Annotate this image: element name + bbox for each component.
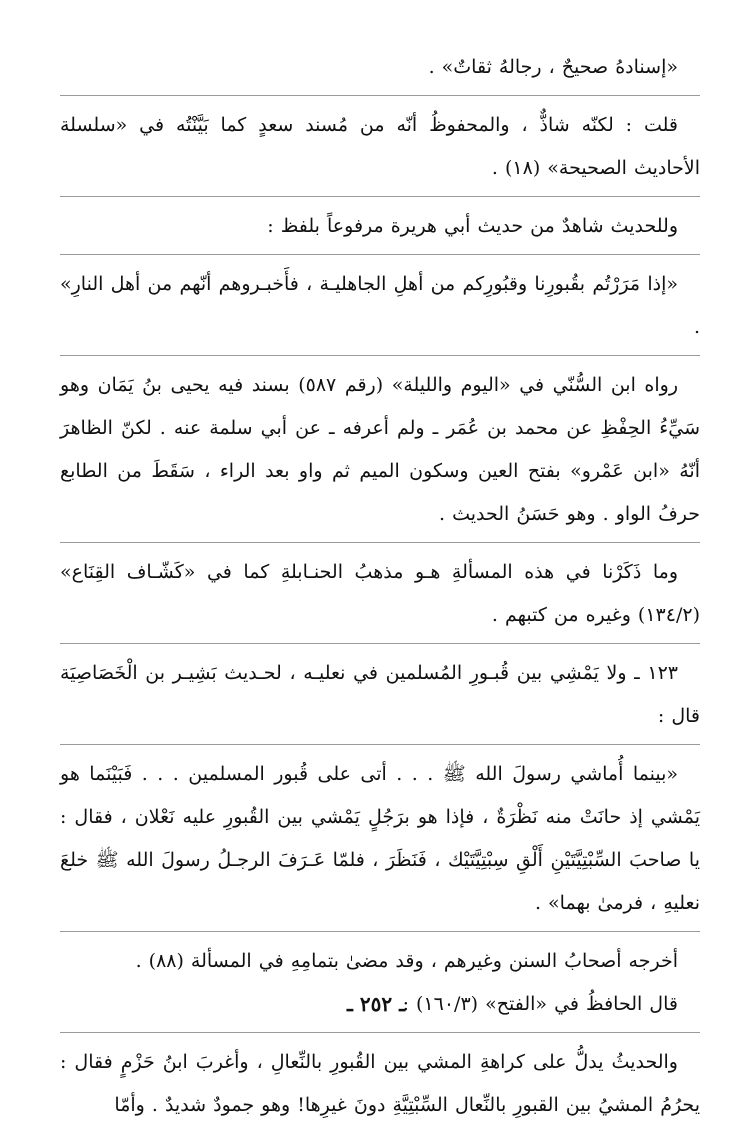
paragraph-issue-123: ١٢٣ ـ ولا يَمْشِي بين قُبـورِ المُسلمين في نعليـه ، لحـديث بَشِيـر بن الْخَصَاصِيَة قال : bbox=[60, 662, 700, 727]
page-number: ـ ٢٥٢ ـ bbox=[347, 992, 405, 1016]
paragraph-divider bbox=[60, 95, 700, 96]
paragraph-author-comment: قلت : لكنّه شاذٌّ ، والمحفوظُ أنّه من مُسند سعدٍ كما بَيَّنْتُه في «سلسلة الأحاديث الصحيحة» (١٨) . bbox=[60, 114, 700, 179]
paragraph-bashir-hadith: «بينما أُماشي رسولَ الله ﷺ . . . أتى على قُبور المسلمين . . . فَبَيْنَما هو يَمْشي إذ حانَتْ منه نَظْرَةٌ ، فإذا هو برَجُلٍ يَمْشي بين القُبورِ عليه نَعْلان ، فقال : يا صاحبَ السِّبْتِيَّتَيْنِ أَلْقِ سِبْتِيَّتَيْك ، فَنَظَرَ ، فلمّا عَـرَفَ الرجـلُ رسولَ الله ﷺ خلعَ نعليهِ ، فرمىٰ بهما» . bbox=[60, 763, 700, 914]
paragraph-divider bbox=[60, 931, 700, 932]
paragraph-isnad-sahih: «إسنادهُ صحيحٌ ، رجالهُ ثقاتٌ» . bbox=[428, 56, 678, 78]
paragraph-takhrij: أخرجه أصحابُ السنن وغيرهم ، وقد مضىٰ بتمامِهِ في المسألة (٨٨) . bbox=[135, 950, 678, 972]
paragraph-divider bbox=[60, 196, 700, 197]
paragraph-ibn-hazm: والحديثُ يدلُّ على كراهةِ المشي بين القُبورِ بالنِّعالِ ، وأغربَ ابنُ حَزْمٍ فقال : يحرُمُ المشيُ بين القبورِ بالنِّعال السِّبْتِيَّةِ دونَ غيرِها! وهو جمودٌ شديدٌ . وأمّا bbox=[60, 1051, 700, 1116]
paragraph-fath-citation: قال الحافظُ في «الفتح» (١٦٠/٣) : bbox=[402, 993, 678, 1015]
paragraph-hadith-quote: «إذا مَرَرْتُم بقُبورِنا وقبُورِكم من أهلِ الجاهليـة ، فأَخبـروهم أنّهم من أهل النارِ» . bbox=[60, 273, 700, 338]
page-body bbox=[60, 46, 700, 1127]
paragraph-divider bbox=[60, 542, 700, 543]
paragraph-divider bbox=[60, 744, 700, 745]
paragraph-divider bbox=[60, 1032, 700, 1033]
paragraph-divider bbox=[60, 254, 700, 255]
paragraph-ibn-sunni: رواه ابن السُّنّي في «اليوم والليلة» (رقم ٥٨٧) بسند فيه يحيى بنُ يَمَان وهو سَيِّءُ الحِفْظِ عن محمد بن عُمَر ـ ولم أعرفه ـ عن أبي سلمة عنه . لكنّ الظاهرَ أنّهُ «ابن عَمْرو» بفتح العين وسكون الميم ثم واو بعد الراء ، سَقَطَ من الطابع حرفُ الواو . وهو حَسَنُ الحديث . bbox=[60, 374, 700, 525]
paragraph-witness-intro: وللحديث شاهدٌ من حديث أبي هريرة مرفوعاً بلفظ : bbox=[267, 215, 678, 237]
paragraph-divider bbox=[60, 355, 700, 356]
paragraph-divider bbox=[60, 643, 700, 644]
paragraph-hanbali-view: وما ذَكَرْنا في هذه المسألةِ هـو مذهبُ الحنـابلةِ كما في «كَشّـاف القِنَاع» (١٣٤/٢) وغيره من كتبهم . bbox=[60, 561, 700, 626]
